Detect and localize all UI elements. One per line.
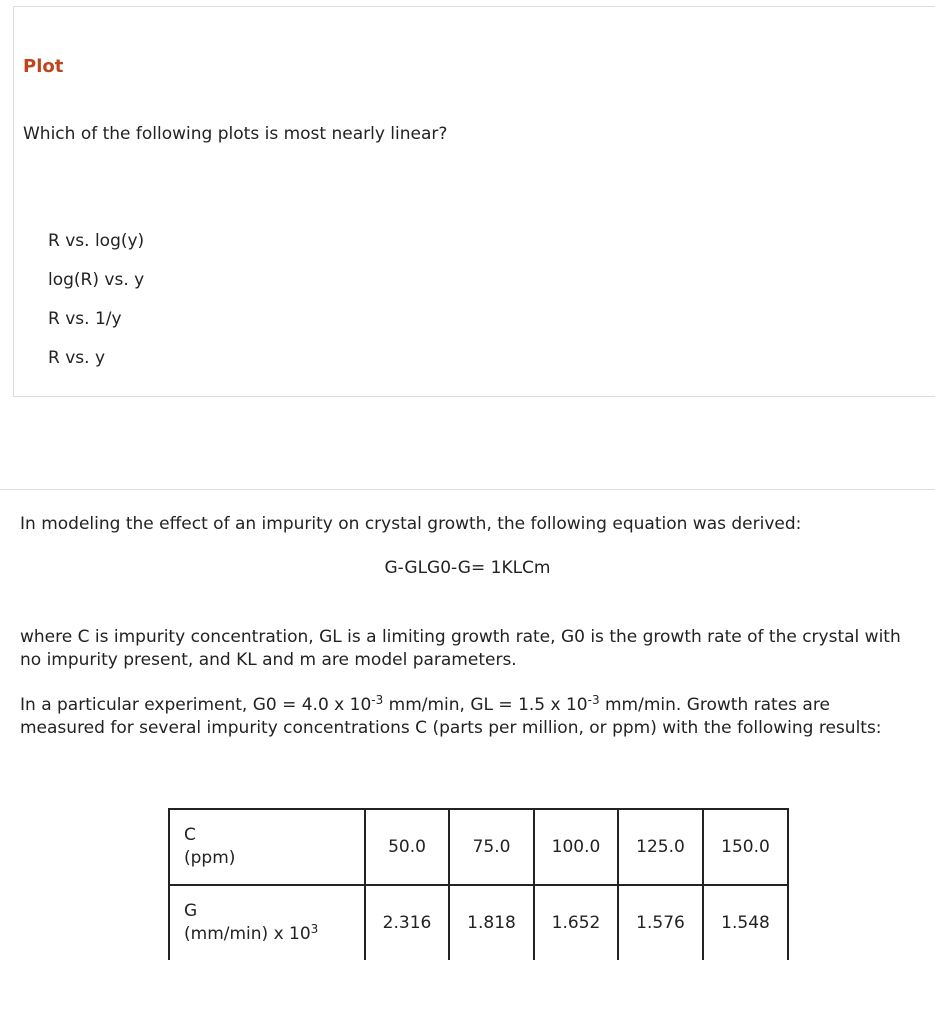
variable-definitions: where C is impurity concentration, GL is a limiting growth rate, G0 is the growth rate of the crystal with no impurity present, and KL and m are model parameters. [20,627,901,670]
row-label-exponent: 3 [310,922,319,936]
table-cell: 1.652 [534,885,618,960]
question-text: Which of the following plots is most nearly linear? [23,124,448,144]
row-label-unit: (ppm) [184,848,236,868]
row-label-concentration [169,809,365,885]
row-label-symbol: G [184,901,198,921]
answer-options [48,224,144,380]
g0-exponent: -3 [371,693,384,707]
gl-exponent: -3 [587,693,600,707]
results-table [168,808,789,960]
g0-text: In a particular experiment, G0 = 4.0 x 10 [20,695,372,715]
option-r-vs-y[interactable] [48,341,144,380]
plot-question-card [13,6,935,397]
option-r-vs-inverse-y[interactable] [48,302,144,341]
option-label: R vs. 1/y [48,309,122,329]
table-cell: 1.818 [449,885,534,960]
experiment-rest: mm/min. Growth rates are measured for several impurity concentrations C (parts per million, or ppm) with the following results: [20,695,882,738]
section-divider [0,489,935,490]
row-label-symbol: C [184,825,196,845]
table-cell: 50.0 [365,809,449,885]
option-r-vs-log-y[interactable] [48,224,144,263]
option-label: R vs. log(y) [48,231,145,251]
table-cell: 2.316 [365,885,449,960]
option-log-r-vs-y[interactable] [48,263,144,302]
option-label: log(R) vs. y [48,270,145,290]
table-row-concentration [169,809,788,885]
section-heading: Plot [23,56,64,77]
table-cell: 125.0 [618,809,703,885]
table-cell: 150.0 [703,809,788,885]
table-cell: 75.0 [449,809,534,885]
row-label-unit-text: (mm/min) x 10 [184,924,311,944]
row-label-unit [184,923,364,946]
gl-text: mm/min, GL = 1.5 x 10 [383,695,588,715]
table-cell: 100.0 [534,809,618,885]
row-label-growth-rate [169,885,365,960]
growth-equation: G-GLG0-G= 1KLCm [384,558,551,578]
problem-intro: In modeling the effect of an impurity on crystal growth, the following equation was derived: [20,514,802,534]
table-cell: 1.576 [618,885,703,960]
table-row-growth-rate [169,885,788,960]
experiment-description [20,694,915,740]
table-cell: 1.548 [703,885,788,960]
option-label: R vs. y [48,348,106,368]
